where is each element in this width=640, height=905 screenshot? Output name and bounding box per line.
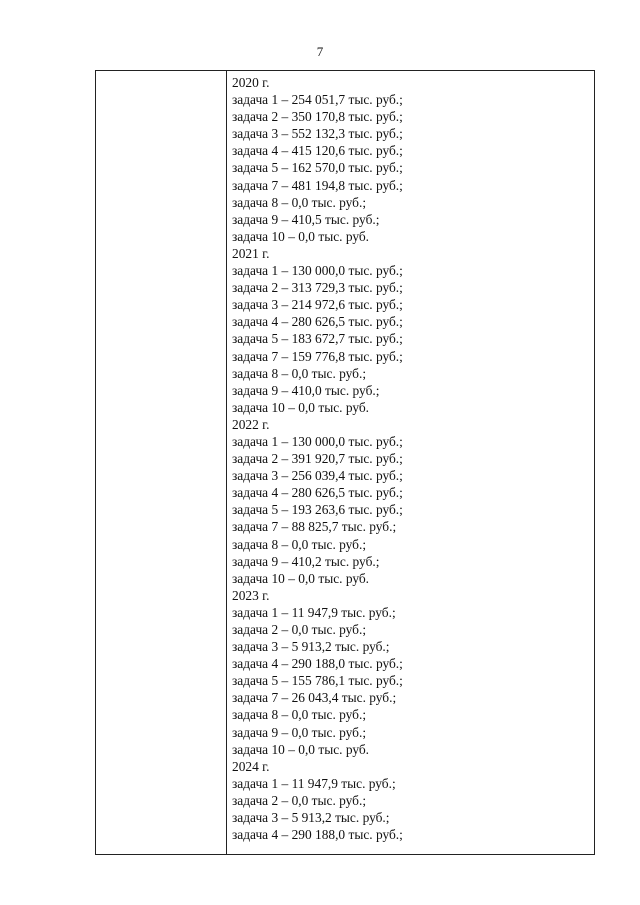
funding-line: задача 3 – 552 132,3 тыс. руб.;: [232, 126, 403, 142]
funding-line: задача 7 – 159 776,8 тыс. руб.;: [232, 348, 403, 364]
funding-line: задача 5 – 162 570,0 тыс. руб.;: [232, 160, 403, 176]
funding-line: задача 2 – 0,0 тыс. руб.;: [232, 622, 367, 637]
funding-line: задача 4 – 290 188,0 тыс. руб.;: [232, 656, 403, 672]
funding-line: задача 7 – 481 194,8 тыс. руб.;: [232, 177, 403, 193]
funding-line: задача 5 – 155 786,1 тыс. руб.;: [232, 673, 403, 689]
funding-line: задача 2 – 313 729,3 тыс. руб.;: [232, 280, 403, 296]
funding-line: задача 8 – 0,0 тыс. руб.;: [232, 707, 367, 723]
column-divider: [226, 71, 227, 854]
year-heading: 2021 г.: [232, 245, 270, 261]
funding-line: задача 5 – 183 672,7 тыс. руб.;: [232, 331, 403, 347]
funding-line: задача 4 – 415 120,6 тыс. руб.;: [232, 143, 403, 159]
funding-line: задача 1 – 130 000,0 тыс. руб.;: [232, 433, 403, 449]
funding-line: задача 1 – 11 947,9 тыс. руб.;: [232, 604, 396, 620]
funding-line: задача 3 – 214 972,6 тыс. руб.;: [232, 297, 403, 313]
funding-line: задача 9 – 410,0 тыс. руб.;: [232, 382, 380, 398]
year-heading: 2020 г.: [232, 75, 270, 90]
funding-line: задача 7 – 26 043,4 тыс. руб.;: [232, 690, 397, 706]
funding-line: задача 9 – 410,5 тыс. руб.;: [232, 211, 380, 227]
funding-line: задача 2 – 350 170,8 тыс. руб.;: [232, 109, 403, 125]
funding-line: задача 4 – 280 626,5 тыс. руб.;: [232, 314, 403, 330]
funding-line: задача 1 – 254 051,7 тыс. руб.;: [232, 92, 403, 108]
funding-line: задача 3 – 5 913,2 тыс. руб.;: [232, 810, 390, 826]
funding-line: задача 8 – 0,0 тыс. руб.;: [232, 194, 367, 210]
funding-line: задача 9 – 410,2 тыс. руб.;: [232, 553, 380, 569]
funding-line: задача 4 – 280 626,5 тыс. руб.;: [232, 485, 403, 501]
funding-line: задача 10 – 0,0 тыс. руб.: [232, 570, 370, 586]
funding-line: задача 3 – 5 913,2 тыс. руб.;: [232, 639, 390, 655]
funding-lines-cell: [232, 74, 590, 843]
funding-line: задача 8 – 0,0 тыс. руб.;: [232, 365, 367, 381]
year-heading: 2023 г.: [232, 587, 270, 603]
funding-line: задача 10 – 0,0 тыс. руб.: [232, 228, 370, 244]
funding-line: задача 4 – 290 188,0 тыс. руб.;: [232, 827, 403, 843]
funding-line: задача 5 – 193 263,6 тыс. руб.;: [232, 502, 403, 518]
page-number: 7: [316, 44, 324, 59]
funding-line: задача 7 – 88 825,7 тыс. руб.;: [232, 519, 397, 535]
funding-line: задача 9 – 0,0 тыс. руб.;: [232, 724, 367, 740]
year-heading: 2024 г.: [232, 758, 270, 774]
funding-line: задача 1 – 11 947,9 тыс. руб.;: [232, 775, 396, 791]
funding-line: задача 8 – 0,0 тыс. руб.;: [232, 536, 367, 552]
budget-table: [95, 70, 595, 855]
year-heading: 2022 г.: [232, 416, 270, 432]
funding-line: задача 1 – 130 000,0 тыс. руб.;: [232, 263, 403, 279]
funding-line: задача 10 – 0,0 тыс. руб.: [232, 741, 370, 757]
funding-line: задача 10 – 0,0 тыс. руб.: [232, 399, 370, 415]
funding-line: задача 3 – 256 039,4 тыс. руб.;: [232, 468, 403, 484]
funding-line: задача 2 – 0,0 тыс. руб.;: [232, 792, 367, 808]
funding-line: задача 2 – 391 920,7 тыс. руб.;: [232, 451, 403, 467]
